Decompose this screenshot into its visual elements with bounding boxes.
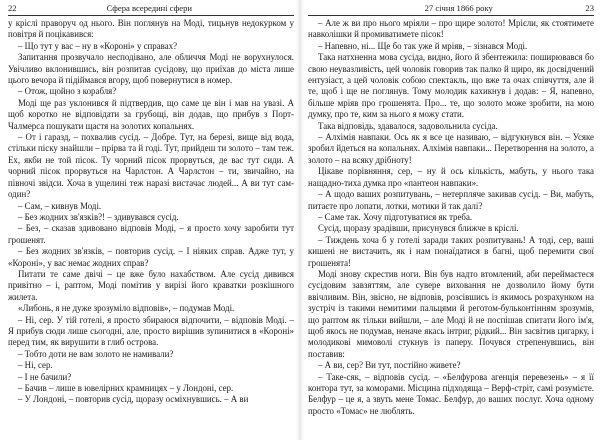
left-page-text (8, 18, 294, 406)
left-page-number: 22 (8, 3, 17, 13)
right-running-head: 27 січня 1866 року (424, 3, 493, 13)
paragraph: – Саме так. Хочу підготуватися як треба. (318, 211, 473, 222)
paragraph: – Без жодних зв'язків, – повторив сусід. – І ніяких справ. Адже тут, у «Короні», у вас немає жодних справ? (8, 246, 294, 268)
paragraph: – Без жодних зв'язків?! – здивувався сусід. (18, 211, 179, 222)
paragraph: Цікаве порівняння, сер, – ну й ось кількість, мабуть, у нього така нащадно-тиха думка про «пантеон навпаки». (308, 166, 594, 188)
paragraph: – Напевно, ні... Ще бо так уже й мріяв, – зізнався Моді. (318, 40, 528, 51)
paragraph: – Ні, сер. (18, 360, 53, 371)
paragraph: Сусід, щоразу зрадівши, присунувся ближче в кріслі. (318, 223, 519, 234)
paragraph: Запитання прозвучало несподівано, але обличчя Моді не ворухнулося. Увічливо вклонившись, він розпитав сусідову, що приїхав до міста лише цього вечора й підіймався вгору, щоб повернутися в номер. (8, 52, 294, 86)
paragraph: «Либонь, я не дуже зрозуміло відповів», – подумав Моді. (18, 303, 235, 314)
paragraph: – Отож, щойно з корабля? (18, 86, 117, 97)
right-page (300, 0, 600, 440)
paragraph: – У Лондоні, – повторив сусід, щоразу осміхнувшись. – А ви (18, 394, 249, 405)
left-page-header (8, 3, 294, 16)
paragraph: Така натхненна мова сусіда, видно, його й збентежила: поширювався бо свою неувазливість, цей чоловік говорив так палко й щиро, як досвідчений ентузіаст, а цей чоловік собою спектакль, що вже та очах співчуття, але й те, щоб і ще не поглянув. Тому молодик кахикнув і додав: – Я, напевно, більше мріяв про грошенята. Про... те, що золото може зробити, на мою думку, про те, ким за нього я можу стати. (308, 52, 594, 120)
paragraph: – Алхімія навпаки. Ось як я все це називаю, – відгукнувся він. – Усяке зробил йдеться на копальнях. Алхімія навпаки... Перетворення на золото, а золото – на всяку дрібноту! (308, 132, 594, 165)
right-page-number: 23 (585, 3, 594, 13)
paragraph: – Таке-сяк, – відповів сусід. – «Белфурова агенція перевезень» – я її контора тут, за коморами. Місцина підходяща – Верф-стріт, самі розумієте. Белфур – це я, а звуть мене Томас. Белфур, до ваших послуг. Хоча одному просто «Томас» не люблять. (308, 371, 594, 416)
paragraph: – Тобто доти не вам золото не намивали? (18, 348, 174, 359)
paragraph: – Тиждень хоча б у готелі заради таких розпитувань! А тоді, сер, ваші кишені не вистачить, як і нам понаїдатися в багні, щоб перемити свої грошенята! (308, 234, 594, 268)
paragraph: – А ви, сер? Ви тут, постійно живете? (318, 360, 461, 371)
paragraph: – Але ж ви про нього мріяли – про щире золото! Мрієли, як стоятимете навколішки й промиватимете пісок! (308, 18, 594, 40)
paragraph: у кріслі праворуч од нього. Він поглянув на Моді, тицьнув недокурком у повітря й поцікавився: (8, 18, 294, 40)
right-page-text (308, 18, 594, 417)
paragraph: – Що тут у вас – ну в «Короні» у справах? (18, 40, 178, 51)
left-running-head: Сфера всередині сфери (106, 3, 192, 13)
paragraph: Питати те саме двічі – це вже було нахабством. Але сусід дивився привітно – і, раптом, Моді помітив у вирізі його краватки розкішного жилета. (8, 268, 294, 302)
right-page-header (308, 3, 594, 16)
paragraph: Моді знову скрестив ноги. Він був надто втомлений, аби переймаєтеся сусідовим завзяттям, але сувере виховання не дозволило йому бути ввічливим. Він, звісно, не відповів, розсівшись із якимось розрахунком на зустріч із такими немитими пальцями й реготом-бульконтінням зрозумів, що раптом як тільки вийшли, – але Моді й не поспішав спитати його ім'я, щоб якось не подумав, неначе якась інтриг, рідкий... Він засвітив цигарку, і молодикові мимоволі стукнув із паперу. Почувся стрепенувшись, він поставив: (308, 268, 594, 359)
paragraph: – Без, – сказав здивовано відповів Моді, – я просто хочу заробити тут грошенят. (8, 223, 294, 245)
paragraph: – Бачив – лише в ювелірних крамницях – у Лондоні, сер. (18, 383, 234, 393)
paragraph: – Сам, – кивнув Моді. (18, 200, 102, 211)
paragraph: – Ні, сер. У тій готелі, я просто збираюся відпочити, – відповів Моді. – Я прибув сюди лише сьогодні, але, просто вирішив зупинитися в «Короні» перед тим, як вирушити в глиб острова. (8, 314, 294, 348)
paragraph: Моді ще раз уклонився й підтвердив, що саме це він і мав на увазі. А щоб коротко не відповідати за грубощі, він додав, що прибув з Порт-Чалмерса пошукати щастя на золотих копальнях. (8, 97, 294, 131)
paragraph: – А щодо ваших розпитувань, – нетерпляче закивав сусід. – Ви, мабуть, питаєте про лопати, лотки, мотики й так далі? (308, 189, 594, 211)
paragraph: – От і гаразд, – похвалив сусід. – Добре. Тут, на березі, вище від вода, стільки піску знайшли – прірва та й годі. Тут, прийдеш ти золото – там теж. Ех, якби не той пісок. Ту чорний пісок прорвуться, де вас тут сиди. А чорний пісок прорвуться на Чарлстон. А Чарлстон – ти, звичайно, на півночі звідси. Хоча в ущелині теж наразі вистачає людей... А ви тут сам-один? (8, 132, 294, 200)
paragraph: Така відповідь, здавалося, задовольнила сусіда. (318, 120, 498, 131)
paragraph: – І не бачили? (18, 371, 72, 382)
